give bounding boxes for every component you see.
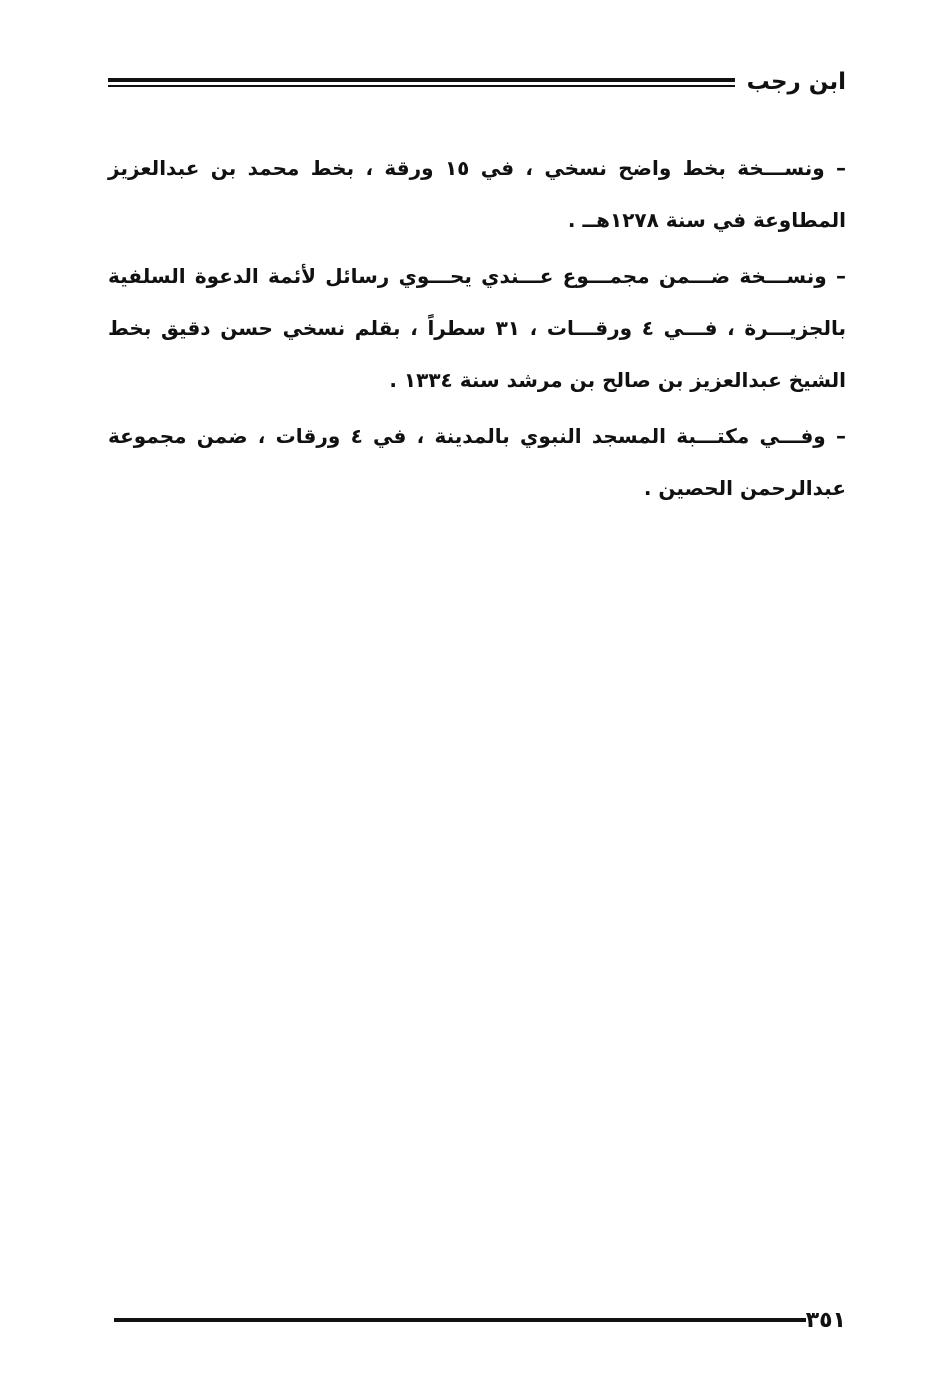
page-header — [108, 62, 846, 102]
paragraph-manuscript-1: – ونســـخة بخط واضح نسخي ، في ١٥ ورقة ، بخط محمد بن عبدالعزيز المطاوعة في سنة ١٢٧٨هــ . — [108, 156, 846, 232]
page-body — [108, 142, 846, 518]
running-title: ابن رجب — [746, 69, 846, 95]
page-number: ٣٥١ — [805, 1307, 846, 1333]
footer-rule — [114, 1318, 806, 1322]
paragraph-manuscript-3: – وفـــي مكتـــبة المسجد النبوي بالمدينة ، في ٤ ورقات ، ضمن مجموعة عبدالرحمن الحصين . — [108, 424, 846, 500]
header-double-rule — [108, 78, 735, 87]
paragraph-manuscript-2: – ونســـخة ضـــمن مجمـــوع عـــندي يحـــوي رسائل لأئمة الدعوة السلفية بالجزيـــرة ، فـــي ٤ ورقـــات ، ٣١ سطراً ، بقلم نسخي حسن دقيق بخط الشيخ عبدالعزيز بن صالح بن مرشد سنة ١٣٣٤ . — [108, 264, 846, 392]
page-footer — [108, 1302, 846, 1338]
